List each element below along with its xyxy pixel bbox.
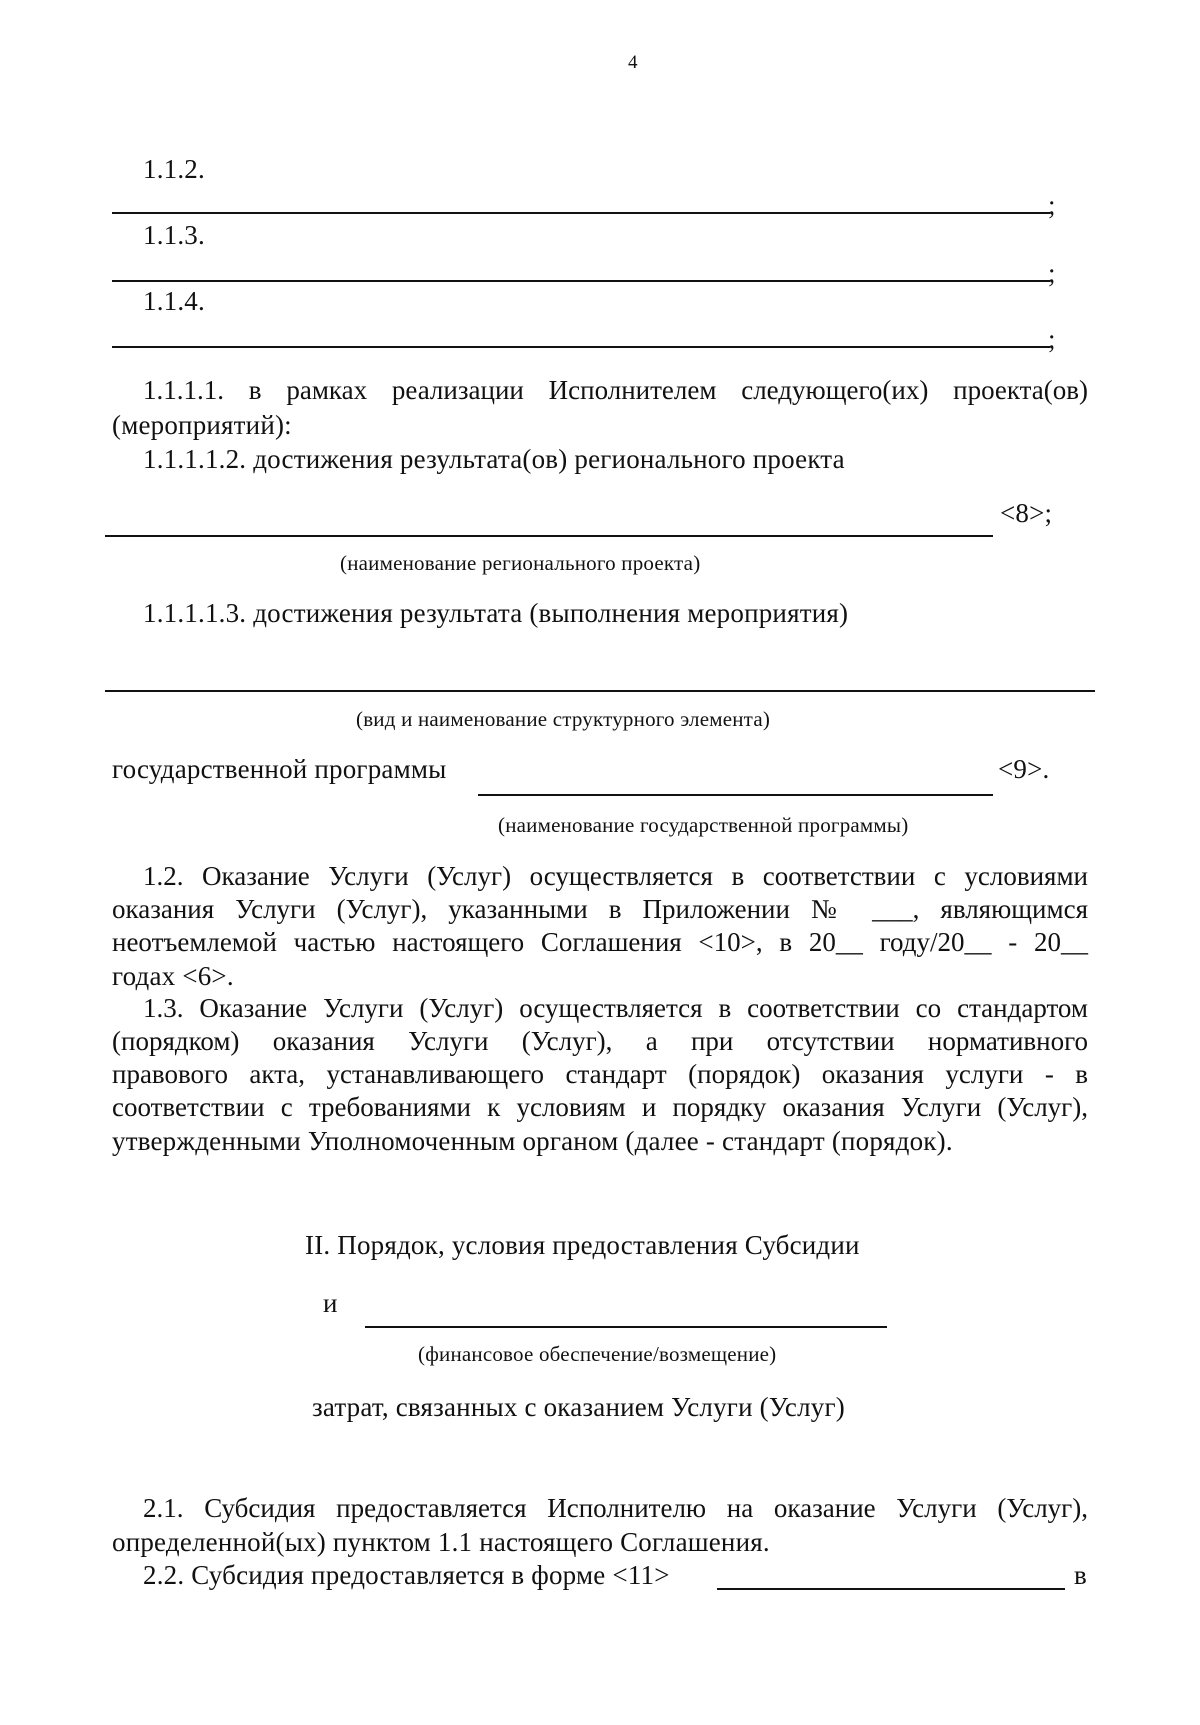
footnote-ref-8: <8>; [1000,498,1053,528]
item-1-1-3-semicolon: ; [1048,258,1056,288]
clause-2-1-line-2: определенной(ых) пунктом 1.1 настоящего Соглашения. [112,1527,770,1557]
clause-1-3-line-5: утвержденными Уполномоченным органом (далее - стандарт (порядок). [112,1126,953,1156]
footnote-ref-9: <9>. [998,754,1050,784]
clause-2-1-line-1: 2.1. Субсидия предоставляется Исполнителю на оказание Услуги (Услуг), [143,1493,1088,1523]
clause-1-3-line-1: 1.3. Оказание Услуги (Услуг) осуществляется в соответствии со стандартом [143,993,1088,1023]
structural-element-blank-line [105,690,1095,692]
item-1-1-3-label: 1.1.3. [143,220,205,250]
clause-1-2-line-4: годах <6>. [112,961,234,991]
clause-1-3-line-2: (порядком) оказания Услуги (Услуг), а при отсутствии нормативного [112,1026,1088,1056]
clause-1-1-1-1-line-1: 1.1.1.1. в рамках реализации Исполнителем следующего(их) проекта(ов) [143,375,1088,405]
section-2-subtitle: затрат, связанных с оказанием Услуги (Услуг) [312,1392,845,1422]
clause-2-2-tail: в [1074,1560,1087,1590]
clause-2-2-text: 2.2. Субсидия предоставляется в форме <11> [143,1560,670,1590]
item-1-1-2-blank-line [112,212,1050,214]
clause-1-1-1-1-line-2: (мероприятий): [112,410,292,440]
financing-type-caption: (финансовое обеспечение/возмещение) [418,1342,777,1366]
item-1-1-4-semicolon: ; [1048,324,1056,354]
clause-1-2-line-1: 1.2. Оказание Услуги (Услуг) осуществляется в соответствии с условиями [143,861,1088,891]
page-number: 4 [628,52,638,73]
section-2-title: II. Порядок, условия предоставления Субсидии [305,1230,860,1260]
state-program-caption: (наименование государственной программы) [498,813,909,837]
item-1-1-3-blank-line [112,280,1050,282]
state-program-blank-line [478,794,993,796]
section-2-conjunction: и [323,1288,338,1318]
clause-1-3-line-4: соответствии с требованиями к условиям и порядку оказания Услуги (Услуг), [112,1092,1088,1122]
item-1-1-2-label: 1.1.2. [143,154,205,184]
financing-type-blank-line [365,1326,887,1328]
clause-1-2-line-2: оказания Услуги (Услуг), указанными в Приложении № ___, являющимся [112,894,1088,924]
structural-element-caption: (вид и наименование структурного элемента) [356,707,771,731]
state-program-text: государственной программы [112,754,447,784]
item-1-1-2-semicolon: ; [1048,190,1056,220]
clause-1-1-1-1-3-text: 1.1.1.1.3. достижения результата (выполнения мероприятия) [143,598,849,628]
item-1-1-4-blank-line [112,346,1050,348]
regional-project-caption: (наименование регионального проекта) [340,551,701,575]
subsidy-form-blank-line [717,1588,1065,1590]
item-1-1-4-label: 1.1.4. [143,286,205,316]
clause-1-1-1-1-2-text: 1.1.1.1.2. достижения результата(ов) регионального проекта [143,444,845,474]
clause-1-3-line-3: правового акта, устанавливающего стандарт (порядок) оказания услуги - в [112,1059,1088,1089]
clause-1-2-line-3: неотъемлемой частью настоящего Соглашения <10>, в 20__ году/20__ - 20__ [112,927,1088,957]
regional-project-blank-line [105,535,993,537]
